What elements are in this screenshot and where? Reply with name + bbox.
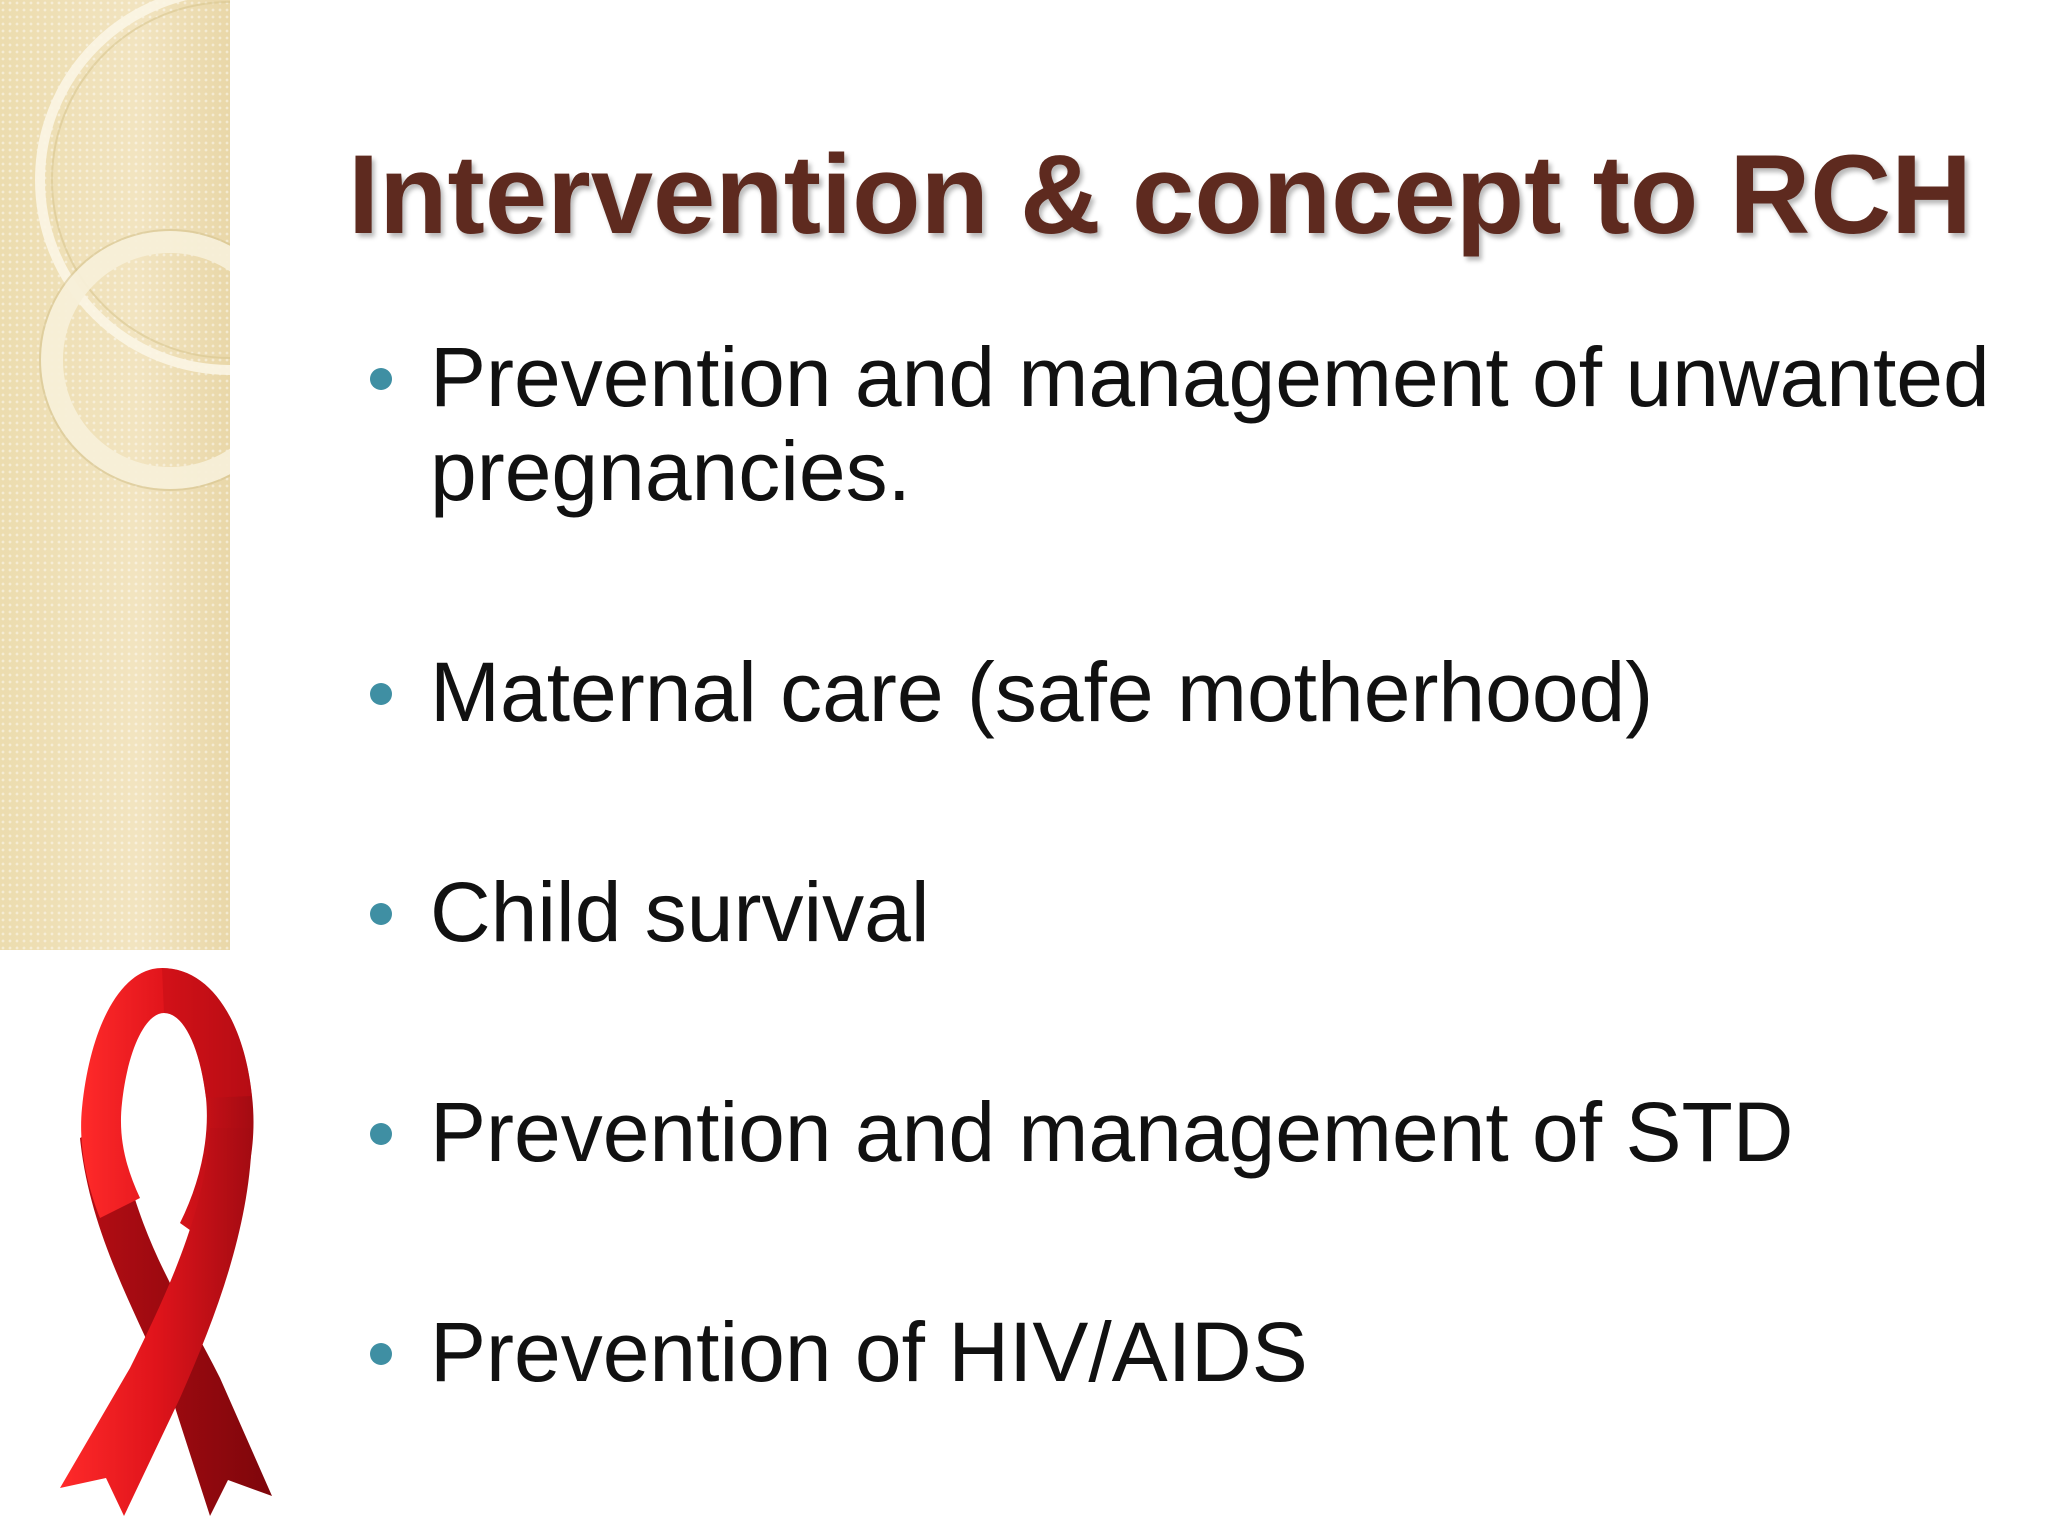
bullet-text: Prevention and management of STD xyxy=(430,1085,1794,1179)
bullet-item xyxy=(370,330,2010,518)
bullet-text: Prevention of HIV/AIDS xyxy=(430,1305,1308,1399)
bullet-text: Maternal care (safe motherhood) xyxy=(430,645,1654,739)
decorative-side-panel xyxy=(0,0,230,950)
slide-title: Intervention & concept to RCH xyxy=(348,132,1973,257)
bullet-item xyxy=(370,1305,2010,1399)
bullet-dot-icon xyxy=(370,903,392,925)
red-awareness-ribbon-icon xyxy=(60,968,290,1528)
decorative-rings xyxy=(0,0,230,950)
bullet-text: Prevention and management of unwanted pregnancies. xyxy=(430,330,1990,518)
bullet-text: Child survival xyxy=(430,865,930,959)
bullet-item xyxy=(370,645,2010,739)
bullet-dot-icon xyxy=(370,1123,392,1145)
bullet-dot-icon xyxy=(370,683,392,705)
bullet-dot-icon xyxy=(370,368,392,390)
bullet-dot-icon xyxy=(370,1343,392,1365)
bullet-item xyxy=(370,865,2010,959)
bullet-item xyxy=(370,1085,2010,1179)
